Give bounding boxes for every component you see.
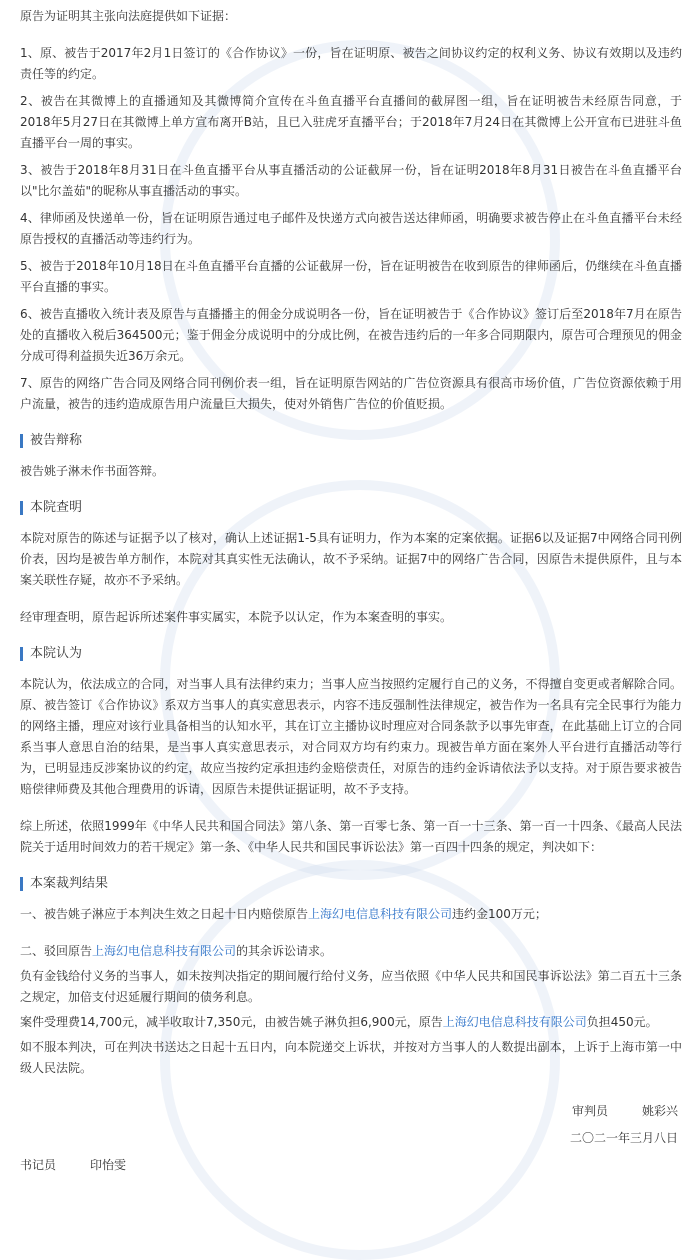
verdict-item-1 xyxy=(20,904,682,925)
judge-name: 姚彩兴 xyxy=(641,1104,678,1118)
section-title-text: 本院查明 xyxy=(30,500,83,515)
evidence-item-7: 7、原告的网络广告合同及网络合同刊例价表一组，旨在证明原告网站的广告位资源具有很高市场价值，广告位资源依赖于用户流量，被告的违约造成原告用户流量巨大损失，使对外销售广告位的价值贬损。 xyxy=(20,376,682,411)
clerk-name: 印怡雯 xyxy=(90,1158,127,1172)
opinion-text-1: 本院认为，依法成立的合同，对当事人具有法律约束力；当事人应当按照约定履行自己的义务，不得擅自变更或者解除合同。原、被告签订《合作协议》系双方当事人的真实意思表示，内容不违反强制性法律规定，被告作为一名具有完全民事行为能力的网络主播，理应对该行业具备相当的认知水平，其在订立主播协议时理应对合同条款予以事先审查，在此基础上订立的合同系当事人意思自治的结果，是当事人真实意思表示，对合同双方均有约束力。现被告单方面在案外人平台进行直播活动等行为，已明显违反涉案协议的约定，故应当按约定承担违约金赔偿责任，对原告的违约金诉请依法予以支持。对于原告要求被告赔偿律师费及其他合理费用的诉请，因原告未提供证据证明，故不予支持。 xyxy=(20,677,682,796)
verdict-text: 的其余诉讼请求。 xyxy=(236,944,333,958)
evidence-item-5: 5、被告于2018年10月18日在斗鱼直播平台直播的公证截屏一份，旨在证明被告在收到原告的律师函后，仍继续在斗鱼直播平台直播的事实。 xyxy=(20,259,682,294)
evidence-item-3: 3、被告于2018年8月31日在斗鱼直播平台从事直播活动的公证截屏一份，旨在证明2018年8月31日被告在斗鱼直播平台以"比尔盖茹"的昵称从事直播活动的事实。 xyxy=(20,163,682,198)
signature-block xyxy=(20,1101,682,1149)
company-link[interactable]: 上海幻电信息科技有限公司 xyxy=(442,1015,587,1029)
section-title-text: 本院认为 xyxy=(30,646,83,661)
verdict-text: 案件受理费14,700元，减半收取计7,350元，由被告姚子淋负担6,900元，原告 xyxy=(20,1015,443,1029)
evidence-item-1: 1、原、被告于2017年2月1日签订的《合作协议》一份，旨在证明原、被告之间协议约定的权利义务、协议有效期以及违约责任等的约定。 xyxy=(20,46,682,81)
section-accent-bar xyxy=(20,501,23,515)
verdict-interest-clause: 负有金钱给付义务的当事人，如未按判决指定的期间履行给付义务，应当依照《中华人民共和国民事诉讼法》第二百五十三条之规定，加倍支付迟延履行期间的债务利息。 xyxy=(20,969,682,1004)
verdict-text: 违约金100万元； xyxy=(452,907,547,921)
section-title-opinion xyxy=(20,644,682,664)
judge-label: 审判员 xyxy=(571,1104,608,1118)
opinion-text-2: 综上所述，依照1999年《中华人民共和国合同法》第八条、第一百零七条、第一百一十三条、第一百一十四条、《最高人民法院关于适用时间效力的若干规定》第一条、《中华人民共和国民事诉讼法》第一百四十四条的规定，判决如下： xyxy=(20,819,682,854)
evidence-list xyxy=(20,43,682,415)
judge-row xyxy=(20,1101,678,1122)
evidence-intro: 原告为证明其主张向法庭提供如下证据： xyxy=(20,9,237,23)
section-accent-bar xyxy=(20,434,23,448)
section-title-defense xyxy=(20,431,682,451)
section-accent-bar xyxy=(20,647,23,661)
section-title-verdict xyxy=(20,874,682,894)
section-title-text: 本案裁判结果 xyxy=(30,876,109,891)
verdict-text: 一、被告姚子淋应于本判决生效之日起十日内赔偿原告 xyxy=(20,907,309,921)
section-accent-bar xyxy=(20,877,23,891)
company-link[interactable]: 上海幻电信息科技有限公司 xyxy=(308,907,453,921)
judgment-date: 二〇二一年三月八日 xyxy=(569,1131,678,1145)
evidence-item-4: 4、律师函及快递单一份，旨在证明原告通过电子邮件及快递方式向被告送达律师函，明确要求被告停止在斗鱼直播平台未经原告授权的直播活动等违约行为。 xyxy=(20,211,682,246)
verdict-text: 负担450元。 xyxy=(586,1015,658,1029)
section-title-facts xyxy=(20,498,682,518)
clerk-row xyxy=(20,1155,682,1176)
verdict-appeal-clause: 如不服本判决，可在判决书送达之日起十五日内，向本院递交上诉状，并按对方当事人的人数提出副本，上诉于上海市第一中级人民法院。 xyxy=(20,1040,682,1075)
verdict-fee-clause xyxy=(20,1012,682,1033)
evidence-item-6: 6、被告直播收入统计表及原告与直播播主的佣金分成说明各一份，旨在证明被告于《合作协议》签订后至2018年7月在原告处的直播收入税后364500元；鉴于佣金分成说明中的分成比例，在被告违约后的一年多合同期限内，原告可合理预见的佣金分成可得利益损失近36万余元。 xyxy=(20,307,682,363)
clerk-label: 书记员 xyxy=(20,1158,57,1172)
company-link[interactable]: 上海幻电信息科技有限公司 xyxy=(92,944,237,958)
facts-text-2: 经审理查明，原告起诉所述案件事实属实，本院予以认定，作为本案查明的事实。 xyxy=(20,610,453,624)
verdict-item-2 xyxy=(20,941,682,962)
defense-text: 被告姚子淋未作书面答辩。 xyxy=(20,464,165,478)
verdict-text: 二、驳回原告 xyxy=(20,944,93,958)
facts-text-1: 本院对原告的陈述与证据予以了核对，确认上述证据1-5具有证明力，作为本案的定案依据。证据6以及证据7中网络合同刊例价表，因均是被告单方制作，本院对其真实性无法确认，故不予采纳。证据7中的网络广告合同，因原告未提供原件，且与本案关联性存疑，故亦不予采纳。 xyxy=(20,531,682,587)
section-title-text: 被告辩称 xyxy=(30,433,83,448)
evidence-item-2: 2、被告在其微博上的直播通知及其微博简介宣传在斗鱼直播平台直播间的截屏图一组，旨在证明被告未经原告同意，于2018年5月27日在其微博上单方宣布离开B站，且已入驻虎牙直播平台；于2018年7月24日在其微博上公开宣布已进驻斗鱼直播平台一周的事实。 xyxy=(20,94,682,150)
